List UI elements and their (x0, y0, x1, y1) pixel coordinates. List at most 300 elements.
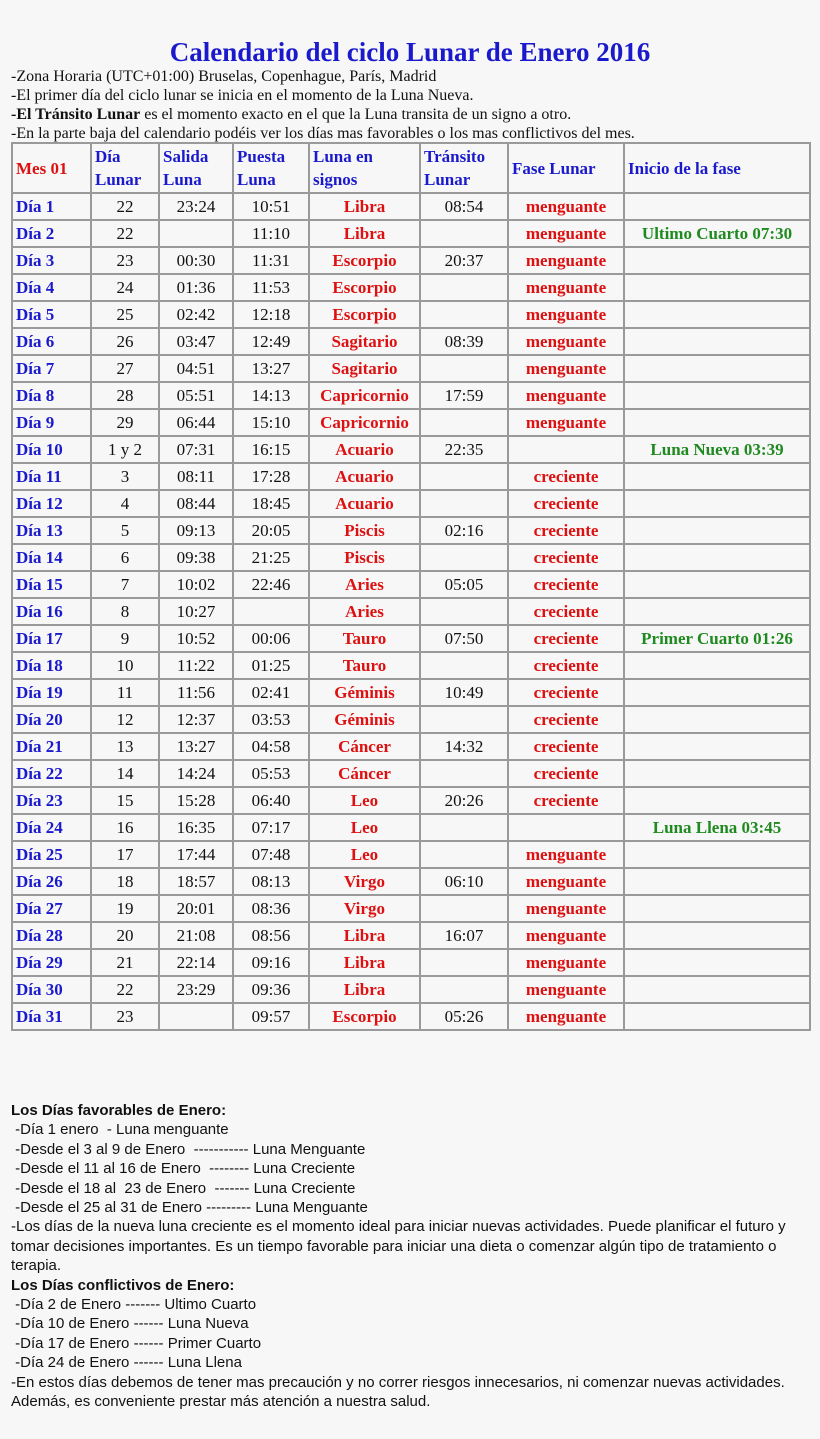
day-cell: Día 17 (12, 625, 91, 652)
day-cell: Día 13 (12, 517, 91, 544)
transit-cell: 05:05 (420, 571, 508, 598)
transit-cell (420, 355, 508, 382)
lunar-day-cell: 28 (91, 382, 159, 409)
moon-sign-cell: Libra (309, 922, 420, 949)
table-row (12, 544, 810, 571)
table-row (12, 922, 810, 949)
phase-start-cell: Luna Nueva 03:39 (624, 436, 810, 463)
phase-start-cell (624, 895, 810, 922)
notes-line: -Día 1 enero - Luna menguante (11, 1121, 229, 1139)
moon-sign-cell: Acuario (309, 436, 420, 463)
moonrise-cell: 18:57 (159, 868, 233, 895)
notes-line: -Desde el 3 al 9 de Enero ----------- Luna Menguante (11, 1140, 366, 1158)
moon-sign-cell: Escorpio (309, 247, 420, 274)
phase-cell: menguante (508, 382, 624, 409)
lunar-day-cell: 26 (91, 328, 159, 355)
col-header-lunar-phase: Fase Lunar (508, 143, 624, 193)
table-row (12, 787, 810, 814)
page-title: Calendario del ciclo Lunar de Enero 2016 (169, 37, 651, 67)
table-row (12, 841, 810, 868)
transit-cell (420, 220, 508, 247)
intro-line-text: -Zona Horaria (UTC+01:00) Bruselas, Copenhague, París, Madrid (11, 68, 437, 85)
day-cell: Día 9 (12, 409, 91, 436)
table-row (12, 706, 810, 733)
phase-cell: menguante (508, 841, 624, 868)
phase-start-cell (624, 355, 810, 382)
transit-cell (420, 409, 508, 436)
table-row (12, 220, 810, 247)
lunar-day-cell: 13 (91, 733, 159, 760)
table-row (12, 193, 810, 220)
transit-cell: 02:16 (420, 517, 508, 544)
transit-cell (420, 706, 508, 733)
phase-start-cell: Ultimo Cuarto 07:30 (624, 220, 810, 247)
transit-cell: 20:37 (420, 247, 508, 274)
phase-cell: menguante (508, 922, 624, 949)
day-cell: Día 15 (12, 571, 91, 598)
transit-cell (420, 895, 508, 922)
col-header-moon-sign: Luna en signos (309, 143, 420, 193)
phase-cell: menguante (508, 301, 624, 328)
table-row (12, 301, 810, 328)
moonset-cell: 04:58 (233, 733, 309, 760)
moon-sign-cell: Géminis (309, 706, 420, 733)
table-row (12, 490, 810, 517)
lunar-day-cell: 10 (91, 652, 159, 679)
phase-cell: creciente (508, 787, 624, 814)
day-cell: Día 23 (12, 787, 91, 814)
transit-cell (420, 490, 508, 517)
day-cell: Día 3 (12, 247, 91, 274)
phase-cell: creciente (508, 598, 624, 625)
table-row (12, 355, 810, 382)
moon-sign-cell: Libra (309, 949, 420, 976)
day-cell: Día 25 (12, 841, 91, 868)
day-cell: Día 31 (12, 1003, 91, 1030)
notes-line: -Día 10 de Enero ------ Luna Nueva (11, 1315, 249, 1333)
notes-line: -Día 17 de Enero ------ Primer Cuarto (11, 1334, 262, 1352)
day-cell: Día 30 (12, 976, 91, 1003)
moon-sign-cell: Sagitario (309, 355, 420, 382)
notes-line: -Desde el 25 al 31 de Enero --------- Luna Menguante (11, 1199, 368, 1217)
transit-cell (420, 976, 508, 1003)
moon-sign-cell: Escorpio (309, 301, 420, 328)
lunar-day-cell: 25 (91, 301, 159, 328)
transit-cell (420, 544, 508, 571)
transit-cell: 10:49 (420, 679, 508, 706)
moonset-cell: 18:45 (233, 490, 309, 517)
table-row (12, 625, 810, 652)
transit-cell (420, 463, 508, 490)
moon-sign-cell: Aries (309, 598, 420, 625)
phase-cell: menguante (508, 193, 624, 220)
phase-cell: creciente (508, 679, 624, 706)
phase-start-cell: Luna Llena 03:45 (624, 814, 810, 841)
transit-cell: 05:26 (420, 1003, 508, 1030)
table-row (12, 436, 810, 463)
moon-sign-cell: Tauro (309, 652, 420, 679)
moonrise-cell: 13:27 (159, 733, 233, 760)
day-cell: Día 20 (12, 706, 91, 733)
intro-line-text: -En la parte baja del calendario podéis ver los días mas favorables o los mas conflictivos del mes. (11, 125, 635, 142)
notes-heading: Los Días favorables de Enero: (11, 1102, 227, 1119)
phase-start-cell (624, 787, 810, 814)
table-row (12, 382, 810, 409)
phase-start-cell (624, 976, 810, 1003)
moonrise-cell: 23:24 (159, 193, 233, 220)
moonset-cell: 21:25 (233, 544, 309, 571)
lunar-day-cell: 29 (91, 409, 159, 436)
transit-cell (420, 274, 508, 301)
intro-line-bold: -El Tránsito Lunar (11, 106, 141, 123)
day-cell: Día 11 (12, 463, 91, 490)
day-cell: Día 21 (12, 733, 91, 760)
col-header-month: Mes 01 (12, 143, 91, 193)
phase-start-cell (624, 841, 810, 868)
moonrise-cell: 11:56 (159, 679, 233, 706)
lunar-calendar-table (11, 142, 811, 1031)
phase-cell: menguante (508, 328, 624, 355)
lunar-day-cell: 5 (91, 517, 159, 544)
day-cell: Día 2 (12, 220, 91, 247)
phase-start-cell (624, 868, 810, 895)
intro-line-text: es el momento exacto en el que la Luna transita de un signo a otro. (140, 106, 572, 123)
table-row (12, 328, 810, 355)
day-cell: Día 19 (12, 679, 91, 706)
phase-cell: menguante (508, 949, 624, 976)
intro-line (11, 67, 811, 86)
moonset-cell: 14:13 (233, 382, 309, 409)
moonrise-cell: 08:44 (159, 490, 233, 517)
lunar-day-cell: 22 (91, 193, 159, 220)
moonset-cell: 13:27 (233, 355, 309, 382)
notes-line: -Desde el 11 al 16 de Enero -------- Luna Creciente (11, 1160, 356, 1178)
moonset-cell: 12:18 (233, 301, 309, 328)
phase-start-cell (624, 1003, 810, 1030)
moon-sign-cell: Escorpio (309, 1003, 420, 1030)
phase-start-cell (624, 193, 810, 220)
moonrise-cell: 01:36 (159, 274, 233, 301)
phase-cell: creciente (508, 733, 624, 760)
day-cell: Día 7 (12, 355, 91, 382)
col-header-lunar-transit: Tránsito Lunar (420, 143, 508, 193)
notes-line: -Desde el 18 al 23 de Enero ------- Luna Creciente (11, 1179, 356, 1197)
notes-paragraph: -Los días de la nueva luna creciente es el momento ideal para iniciar nuevas actividades. Puede planificar el futuro y tomar decisiones importantes. Es un tiempo favorable para iniciar una dieta o comenzar algún tipo de tratamiento o terapia. (11, 1218, 786, 1275)
moonrise-cell: 09:13 (159, 517, 233, 544)
moonset-cell: 11:31 (233, 247, 309, 274)
intro-line-text: -El primer día del ciclo lunar se inicia en el momento de la Luna Nueva. (11, 87, 474, 104)
moonset-cell: 07:17 (233, 814, 309, 841)
month-notes (11, 1101, 813, 1412)
lunar-day-cell: 21 (91, 949, 159, 976)
table-row (12, 868, 810, 895)
moon-sign-cell: Piscis (309, 544, 420, 571)
moonrise-cell: 07:31 (159, 436, 233, 463)
notes-line: -Día 2 de Enero ------- Ultimo Cuarto (11, 1296, 257, 1314)
day-cell: Día 16 (12, 598, 91, 625)
moonrise-cell: 23:29 (159, 976, 233, 1003)
moonset-cell: 11:53 (233, 274, 309, 301)
phase-start-cell (624, 949, 810, 976)
table-row (12, 274, 810, 301)
table-row (12, 409, 810, 436)
phase-start-cell (624, 598, 810, 625)
moon-sign-cell: Géminis (309, 679, 420, 706)
intro-notes (11, 67, 811, 143)
moon-sign-cell: Libra (309, 193, 420, 220)
phase-cell: menguante (508, 409, 624, 436)
transit-cell: 08:39 (420, 328, 508, 355)
phase-cell: creciente (508, 517, 624, 544)
moonrise-cell: 05:51 (159, 382, 233, 409)
notes-heading: Los Días conflictivos de Enero: (11, 1276, 235, 1294)
moonrise-cell: 04:51 (159, 355, 233, 382)
moonrise-cell: 21:08 (159, 922, 233, 949)
table-row (12, 571, 810, 598)
moon-sign-cell: Virgo (309, 895, 420, 922)
moon-sign-cell: Capricornio (309, 409, 420, 436)
col-header-moonrise: Salida Luna (159, 143, 233, 193)
phase-cell (508, 814, 624, 841)
lunar-day-cell: 18 (91, 868, 159, 895)
notes-line: -Día 24 de Enero ------ Luna Llena (11, 1354, 242, 1372)
moonrise-cell: 22:14 (159, 949, 233, 976)
table-row (12, 247, 810, 274)
phase-start-cell (624, 544, 810, 571)
day-cell: Día 26 (12, 868, 91, 895)
phase-cell: menguante (508, 274, 624, 301)
intro-line (11, 86, 811, 105)
col-header-lunar-day: Día Lunar (91, 143, 159, 193)
moonrise-cell (159, 220, 233, 247)
moonset-cell: 09:57 (233, 1003, 309, 1030)
moonset-cell (233, 598, 309, 625)
moonset-cell: 09:36 (233, 976, 309, 1003)
moonset-cell: 08:56 (233, 922, 309, 949)
table-row (12, 976, 810, 1003)
moonset-cell: 08:36 (233, 895, 309, 922)
moonrise-cell: 20:01 (159, 895, 233, 922)
lunar-day-cell: 14 (91, 760, 159, 787)
moonrise-cell: 00:30 (159, 247, 233, 274)
day-cell: Día 6 (12, 328, 91, 355)
moon-sign-cell: Tauro (309, 625, 420, 652)
phase-start-cell (624, 652, 810, 679)
moonrise-cell: 15:28 (159, 787, 233, 814)
table-row (12, 733, 810, 760)
moon-sign-cell: Acuario (309, 490, 420, 517)
moonrise-cell: 02:42 (159, 301, 233, 328)
lunar-day-cell: 7 (91, 571, 159, 598)
transit-cell (420, 652, 508, 679)
moonrise-cell: 08:11 (159, 463, 233, 490)
moonset-cell: 11:10 (233, 220, 309, 247)
moonrise-cell: 06:44 (159, 409, 233, 436)
moon-sign-cell: Virgo (309, 868, 420, 895)
moonset-cell: 17:28 (233, 463, 309, 490)
day-cell: Día 10 (12, 436, 91, 463)
moonrise-cell: 12:37 (159, 706, 233, 733)
table-row (12, 1003, 810, 1030)
phase-cell: menguante (508, 868, 624, 895)
phase-cell: creciente (508, 544, 624, 571)
col-header-phase-start: Inicio de la fase (624, 143, 810, 193)
transit-cell: 22:35 (420, 436, 508, 463)
moonset-cell: 10:51 (233, 193, 309, 220)
phase-start-cell (624, 247, 810, 274)
phase-cell: menguante (508, 1003, 624, 1030)
lunar-day-cell: 8 (91, 598, 159, 625)
lunar-day-cell: 6 (91, 544, 159, 571)
phase-start-cell (624, 490, 810, 517)
phase-start-cell (624, 922, 810, 949)
day-cell: Día 8 (12, 382, 91, 409)
phase-start-cell (624, 679, 810, 706)
moonset-cell: 20:05 (233, 517, 309, 544)
table-header-row (12, 143, 810, 193)
lunar-day-cell: 23 (91, 1003, 159, 1030)
moonset-cell: 12:49 (233, 328, 309, 355)
phase-cell: creciente (508, 463, 624, 490)
phase-start-cell (624, 571, 810, 598)
lunar-day-cell: 9 (91, 625, 159, 652)
moon-sign-cell: Leo (309, 814, 420, 841)
moonrise-cell: 16:35 (159, 814, 233, 841)
lunar-day-cell: 12 (91, 706, 159, 733)
col-header-moonset: Puesta Luna (233, 143, 309, 193)
lunar-day-cell: 22 (91, 976, 159, 1003)
phase-cell (508, 436, 624, 463)
phase-start-cell (624, 760, 810, 787)
moon-sign-cell: Cáncer (309, 760, 420, 787)
lunar-day-cell: 24 (91, 274, 159, 301)
moon-sign-cell: Leo (309, 841, 420, 868)
phase-start-cell (624, 409, 810, 436)
moonset-cell: 06:40 (233, 787, 309, 814)
notes-paragraph: -En estos días debemos de tener mas precaución y no correr riesgos innecesarios, ni comenzar nuevas actividades. Además, es conveniente prestar más atención a nuestra salud. (11, 1373, 785, 1411)
lunar-day-cell: 11 (91, 679, 159, 706)
transit-cell (420, 949, 508, 976)
lunar-day-cell: 20 (91, 922, 159, 949)
intro-line (11, 105, 811, 124)
phase-start-cell (624, 706, 810, 733)
day-cell: Día 24 (12, 814, 91, 841)
moonrise-cell: 10:27 (159, 598, 233, 625)
phase-cell: creciente (508, 490, 624, 517)
moonrise-cell: 03:47 (159, 328, 233, 355)
moonrise-cell: 11:22 (159, 652, 233, 679)
day-cell: Día 5 (12, 301, 91, 328)
table-row (12, 814, 810, 841)
moon-sign-cell: Leo (309, 787, 420, 814)
moonrise-cell (159, 1003, 233, 1030)
moon-sign-cell: Escorpio (309, 274, 420, 301)
lunar-day-cell: 23 (91, 247, 159, 274)
phase-start-cell (624, 733, 810, 760)
table-row (12, 652, 810, 679)
moonset-cell: 05:53 (233, 760, 309, 787)
lunar-day-cell: 17 (91, 841, 159, 868)
moonset-cell: 16:15 (233, 436, 309, 463)
phase-cell: menguante (508, 220, 624, 247)
transit-cell: 08:54 (420, 193, 508, 220)
moonrise-cell: 10:02 (159, 571, 233, 598)
day-cell: Día 18 (12, 652, 91, 679)
moonset-cell: 00:06 (233, 625, 309, 652)
phase-cell: creciente (508, 652, 624, 679)
table-row (12, 517, 810, 544)
table-row (12, 679, 810, 706)
day-cell: Día 12 (12, 490, 91, 517)
moonrise-cell: 14:24 (159, 760, 233, 787)
lunar-day-cell: 22 (91, 220, 159, 247)
lunar-day-cell: 1 y 2 (91, 436, 159, 463)
lunar-day-cell: 15 (91, 787, 159, 814)
phase-cell: menguante (508, 976, 624, 1003)
table-row (12, 463, 810, 490)
phase-cell: creciente (508, 706, 624, 733)
lunar-day-cell: 16 (91, 814, 159, 841)
phase-cell: menguante (508, 355, 624, 382)
moon-sign-cell: Piscis (309, 517, 420, 544)
lunar-day-cell: 27 (91, 355, 159, 382)
moon-sign-cell: Libra (309, 976, 420, 1003)
moon-sign-cell: Cáncer (309, 733, 420, 760)
table-row (12, 895, 810, 922)
phase-start-cell: Primer Cuarto 01:26 (624, 625, 810, 652)
table-body (12, 193, 810, 1030)
moonset-cell: 01:25 (233, 652, 309, 679)
day-cell: Día 1 (12, 193, 91, 220)
day-cell: Día 22 (12, 760, 91, 787)
moonset-cell: 08:13 (233, 868, 309, 895)
transit-cell (420, 760, 508, 787)
day-cell: Día 29 (12, 949, 91, 976)
day-cell: Día 28 (12, 922, 91, 949)
phase-cell: creciente (508, 625, 624, 652)
transit-cell (420, 301, 508, 328)
moon-sign-cell: Acuario (309, 463, 420, 490)
moonset-cell: 22:46 (233, 571, 309, 598)
phase-cell: creciente (508, 760, 624, 787)
phase-start-cell (624, 517, 810, 544)
table-row (12, 949, 810, 976)
lunar-day-cell: 19 (91, 895, 159, 922)
phase-start-cell (624, 382, 810, 409)
transit-cell (420, 598, 508, 625)
transit-cell (420, 841, 508, 868)
transit-cell: 07:50 (420, 625, 508, 652)
day-cell: Día 27 (12, 895, 91, 922)
phase-start-cell (624, 274, 810, 301)
moonrise-cell: 17:44 (159, 841, 233, 868)
phase-cell: creciente (508, 571, 624, 598)
moonrise-cell: 09:38 (159, 544, 233, 571)
day-cell: Día 4 (12, 274, 91, 301)
phase-start-cell (624, 301, 810, 328)
moonset-cell: 09:16 (233, 949, 309, 976)
transit-cell: 06:10 (420, 868, 508, 895)
moonrise-cell: 10:52 (159, 625, 233, 652)
phase-start-cell (624, 328, 810, 355)
moonset-cell: 07:48 (233, 841, 309, 868)
moonset-cell: 02:41 (233, 679, 309, 706)
phase-start-cell (624, 463, 810, 490)
table-row (12, 598, 810, 625)
transit-cell: 17:59 (420, 382, 508, 409)
lunar-day-cell: 3 (91, 463, 159, 490)
moon-sign-cell: Capricornio (309, 382, 420, 409)
